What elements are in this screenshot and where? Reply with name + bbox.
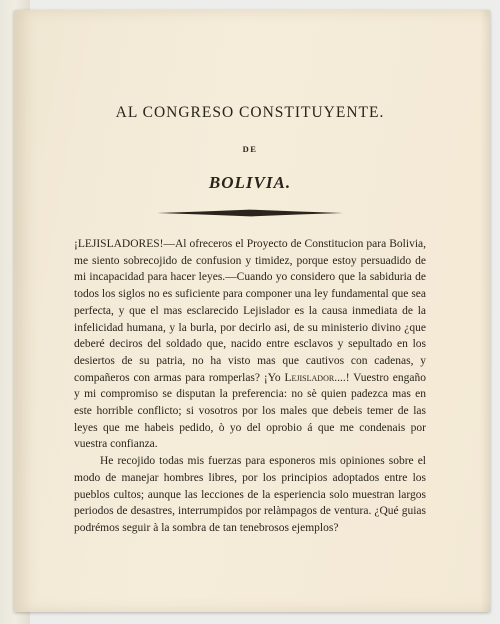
book-page bbox=[14, 10, 490, 612]
title-connector: DE bbox=[242, 144, 258, 154]
page-content bbox=[74, 104, 426, 537]
country-heading: BOLIVIA. bbox=[208, 173, 292, 192]
ornamental-rule bbox=[157, 209, 343, 217]
page-shadow bbox=[480, 10, 490, 612]
paragraph-2: He recojido todas mis fuerzas para esponeros mis opiniones sobre el modo de manejar hombres libres, por los principios adoptados entre los pueblos cultos; aunque las lecciones de la esperiencia solo muestran largos periodos de desastres, interrumpidos por relàmpagos de ventura. ¿Qué guias podrémos seguir à la sombra de tan tenebrosos ejemplos? bbox=[74, 455, 426, 534]
paragraph-1 bbox=[74, 236, 426, 453]
page-title: AL CONGRESO CONSTITUYENTE. bbox=[115, 104, 385, 121]
paragraph-1-start: ¡LEJISLADORES!—Al ofreceros el Proyecto de Constitucion para Bolivia, me siento sobrecojido de confusion y timidez, porque estoy persuadido de mi incapacidad para hacer leyes.—Cuando yo considero que la sabiduria de todos los siglos no es suficiente para componer una ley fundamental que sea perfecta, y que el mas esclarecido Lejislador es la causa inmediata de la infelicidad humana, y la burla, por decirlo asi, de su ministerio divino ¿que deberé deciros del soldado que, nacido entre esclavos y sepultado en los desiertos de su patria, no ha visto mas que cautivos con cadenas, y compañeros con armas para romperlas? ¡Yo bbox=[74, 238, 426, 384]
paragraph-1-end: ....! Vuestro engaño y mi compromiso se disputan la preferencia: no sè quien padezca mas en este horrible conflicto; si vosotros por los males que debeis temer de las leyes que me habeis pedido, ò yo del oprobio á que me condenais por vuestra confianza. bbox=[74, 371, 426, 451]
paragraph-1-smallcaps: Lejislador bbox=[284, 371, 335, 384]
